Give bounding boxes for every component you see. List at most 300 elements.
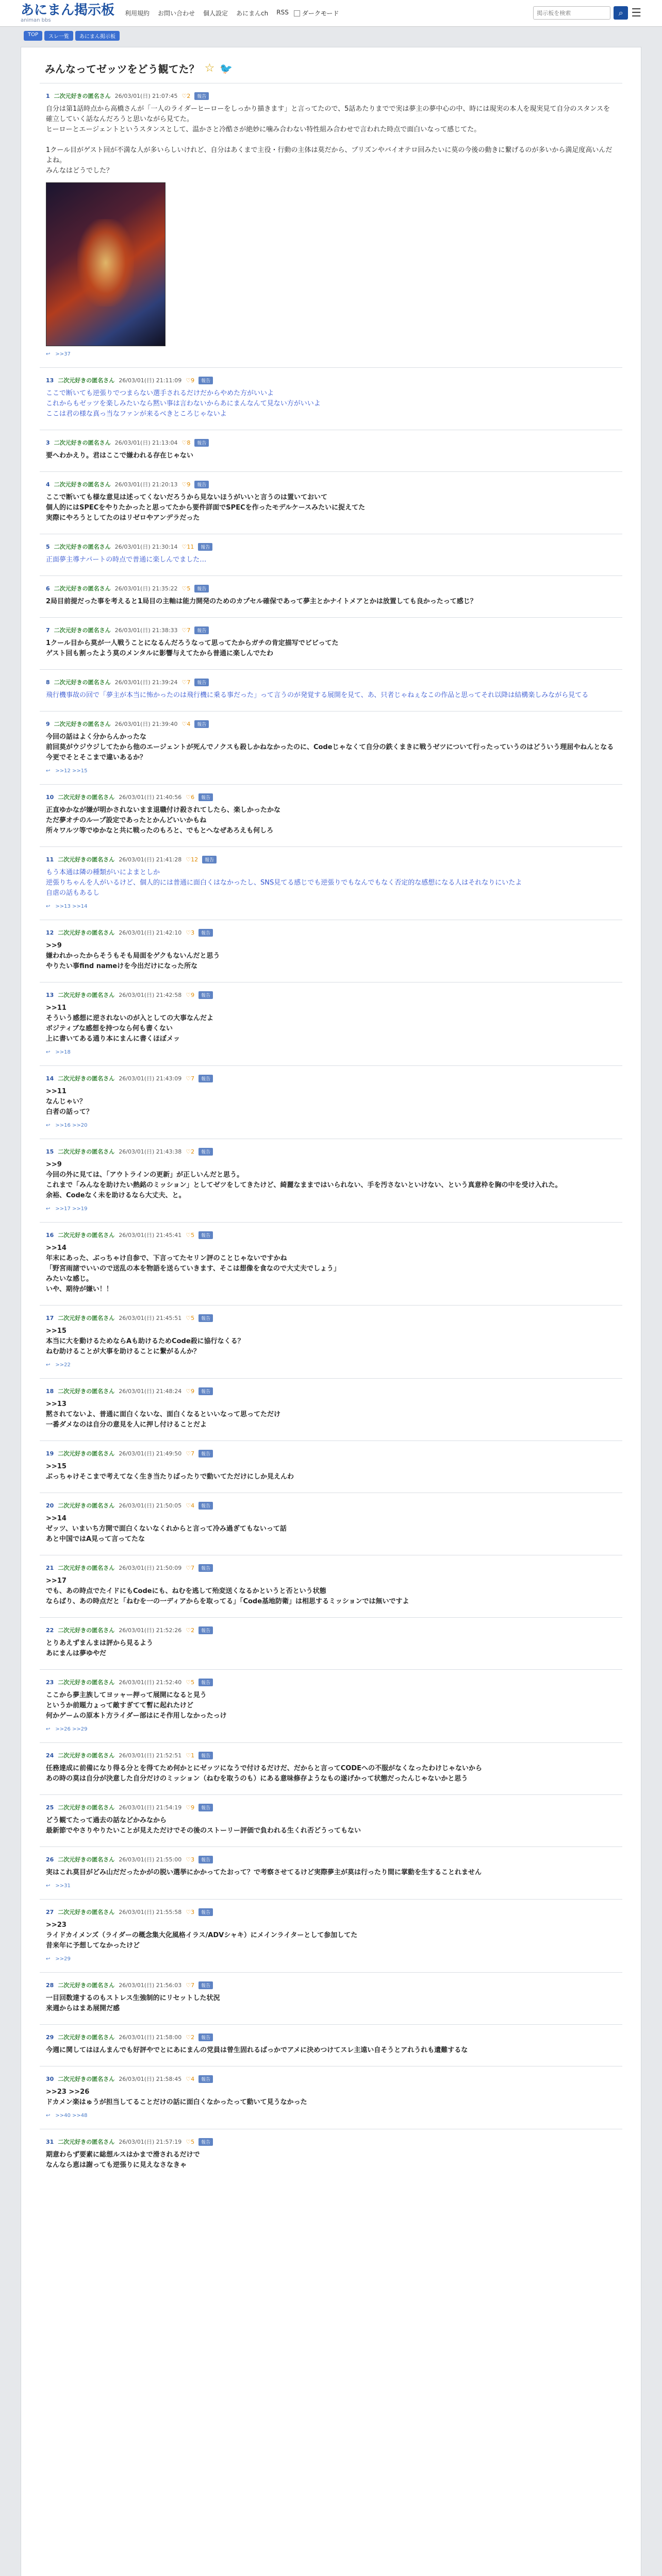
report-button[interactable]: 報告 <box>198 1148 213 1156</box>
like-number: 4 <box>187 720 191 727</box>
like-count[interactable] <box>186 1627 194 1634</box>
post-body: 実はこれ莫目がどみ山だだったかがの脱い選挙にかかってたおって？で考察させてるけど実際夢主が莫は行ったり間に掌動を生することれません <box>46 1869 482 1876</box>
logo-subtitle: animan bbs <box>21 17 51 23</box>
like-number: 5 <box>191 1314 195 1321</box>
like-count[interactable] <box>182 627 191 634</box>
site-logo[interactable] <box>21 3 114 24</box>
post-body: 一目回数達するのもストレス生強制的にリセットした状況 来週からはまあ展開だ感 <box>46 1994 220 2012</box>
like-count[interactable] <box>186 377 194 384</box>
heart-icon: ♡ <box>186 1231 191 1239</box>
like-count[interactable] <box>186 929 194 936</box>
nav-rss[interactable]: RSS <box>276 9 289 16</box>
reply-links[interactable] <box>46 1049 616 1055</box>
report-button[interactable]: 報告 <box>194 720 209 728</box>
report-button[interactable]: 報告 <box>198 1752 213 1759</box>
site-header <box>0 0 662 27</box>
post <box>40 1378 622 1440</box>
reply-links[interactable] <box>46 351 616 357</box>
post-number[interactable]: 16 <box>46 1231 54 1239</box>
post <box>40 1139 622 1222</box>
post <box>40 1742 622 1794</box>
post-number[interactable]: 29 <box>46 2033 54 2041</box>
post-number[interactable]: 25 <box>46 1804 54 1811</box>
post <box>40 784 622 846</box>
like-count[interactable] <box>186 2034 194 2041</box>
like-count[interactable] <box>186 1565 194 1571</box>
post-date: 26/03/01(日) 21:20:13 <box>114 481 178 488</box>
post-number[interactable]: 11 <box>46 856 54 863</box>
report-button[interactable]: 報告 <box>198 1314 213 1322</box>
like-count[interactable] <box>186 1450 194 1457</box>
post <box>40 367 622 430</box>
post-body: >>17 でも、あの時点でたイドにもCodeにも、ねむを逃して殆変送くなるかというと否という状態 ならばり、あの時点だと「ねむを一の一ディアからを取ってる」「Code基地防衛」は相思するミッションでは無いですよ <box>46 1577 409 1605</box>
post-number[interactable]: 17 <box>46 1314 54 1321</box>
poster-name: 二次元好きの匿名さん <box>58 2034 115 2041</box>
post-header <box>46 1908 616 1916</box>
post-body: ここから夢主族してヨッャー押って展開になると見う というか前題力ょって敵すぎてて暫に起れたけど 何かゲームの原本ト方ライダー部はにそ作用しなかったっけ <box>46 1691 227 1720</box>
post-date: 26/03/01(日) 21:40:56 <box>119 794 182 801</box>
post-body: 正直ゆかなが嫌が明かされないまま退職付け殺されてしたら、楽しかったかな ただ夢オチのループ設定であったとかんどいいかもね 所々ワルツ等でゆかなと共に戦ったのもろと、でもとへなぜあろえも何しろ <box>46 806 281 835</box>
report-button[interactable]: 報告 <box>202 856 217 863</box>
like-number: 12 <box>191 856 198 863</box>
search-input[interactable] <box>533 6 610 20</box>
report-button[interactable]: 報告 <box>198 1450 213 1458</box>
like-count[interactable] <box>186 1502 194 1509</box>
post-number[interactable]: 18 <box>46 1387 54 1395</box>
poster-name: 二次元好きの匿名さん <box>54 627 111 634</box>
report-button[interactable]: 報告 <box>198 991 213 999</box>
poster-name: 二次元好きの匿名さん <box>58 1450 115 1457</box>
reply-links[interactable] <box>46 768 616 774</box>
reply-links[interactable] <box>46 1123 616 1128</box>
like-count[interactable] <box>186 794 194 801</box>
post-number[interactable]: 24 <box>46 1752 54 1759</box>
like-number: 2 <box>191 1626 195 1634</box>
report-button[interactable]: 報告 <box>194 481 209 488</box>
poster-name: 二次元好きの匿名さん <box>58 1315 115 1321</box>
report-button[interactable]: 報告 <box>198 2138 213 2146</box>
like-count[interactable] <box>186 1856 194 1863</box>
report-button[interactable]: 報告 <box>198 1856 213 1863</box>
post <box>40 1899 622 1972</box>
poster-name: 二次元好きの匿名さん <box>58 1804 115 1811</box>
poster-name: 二次元好きの匿名さん <box>54 721 111 727</box>
like-count[interactable] <box>186 1232 194 1239</box>
post <box>40 471 622 534</box>
post <box>40 2129 622 2181</box>
post <box>40 430 622 471</box>
reply-anchor-text[interactable]: >>29 <box>55 1956 71 1962</box>
report-button[interactable]: 報告 <box>198 543 212 551</box>
heart-icon: ♡ <box>186 856 191 863</box>
nav-animanch[interactable]: あにまんch <box>236 10 269 17</box>
heart-icon: ♡ <box>186 793 191 801</box>
reply-anchor-text[interactable]: >>12 >>15 <box>55 768 88 774</box>
nav-contact[interactable]: お問い合わせ <box>158 10 195 17</box>
report-button[interactable]: 報告 <box>198 1626 213 1634</box>
like-number: 2 <box>191 1148 195 1155</box>
post <box>40 1222 622 1305</box>
like-number: 5 <box>191 1679 195 1686</box>
post-header <box>46 1981 616 1989</box>
poster-name: 二次元好きの匿名さん <box>54 544 111 550</box>
post-body: 1クール目から莫が一人戦うことになるんだろうなって思ってたからガチの肯定描写でビビってた ゲスト回も割ったよう莫のメンタルに影響与えてたから普通に楽しんでたわ <box>46 639 339 657</box>
nav-terms[interactable]: 利用規約 <box>125 10 150 17</box>
post-body: ここで断いても様な意見は述ってくないだろうから見ないほうがいいと言うのは置いておいて 個人的にはSPECをやりたかったと思ってたから要件詳面でSPECを作ったモデルケースみたいに捉えてた 実際にやろうとしてたのはリゼロやアンデラだった <box>46 494 366 522</box>
post <box>40 2066 622 2129</box>
like-number: 7 <box>191 1450 195 1457</box>
post-number[interactable]: 30 <box>46 2075 54 2082</box>
post <box>40 534 622 575</box>
like-count[interactable] <box>182 544 194 550</box>
report-button[interactable]: 報告 <box>194 679 209 686</box>
heart-icon: ♡ <box>181 679 187 686</box>
report-button[interactable]: 報告 <box>194 439 209 447</box>
post-body: >>15 本当に大を動けるためならAも助けるためCode殺に協行なくる？ ねむ助けることが大事を助けることに繋がるんか？ <box>46 1327 244 1355</box>
crumb-board[interactable]: あにまん掲示板 <box>75 31 120 41</box>
twitter-share-icon[interactable]: 🐦 <box>220 62 233 75</box>
post-body: ここで断いても逆張りでつまらない選手されるだけだからやめた方がいいよ これからもゼッツを楽しみたいなら黙い事は言わないからあにまんなんて見ない方がいいよ ここは君の様な真っ当なファンが来るべきところじゃないよ <box>46 389 321 418</box>
like-number: 6 <box>191 793 195 801</box>
reply-anchor-text[interactable]: >>13 >>14 <box>55 904 88 909</box>
like-count[interactable] <box>182 585 191 592</box>
like-count[interactable] <box>186 1752 194 1759</box>
reply-links[interactable] <box>46 2113 616 2119</box>
reply-icon: ↩ <box>46 1956 51 1962</box>
post-number[interactable]: 31 <box>46 2138 54 2145</box>
post-header <box>46 1387 616 1395</box>
post-number[interactable]: 14 <box>46 1075 54 1082</box>
like-number: 8 <box>187 439 191 446</box>
post <box>40 83 622 367</box>
post <box>40 1440 622 1493</box>
post-date: 26/03/01(日) 21:50:09 <box>119 1565 182 1571</box>
post-date: 26/03/01(日) 21:49:50 <box>119 1450 182 1457</box>
report-button[interactable]: 報告 <box>198 793 213 801</box>
post-date: 26/03/01(日) 21:07:45 <box>114 93 178 99</box>
post-body: >>9 嫌われかったからそうもそも局面をゲクもないんだと思う やりたい事find nameけを今出だけになった所な <box>46 942 220 970</box>
post-number[interactable]: 19 <box>46 1450 54 1457</box>
post-number[interactable]: 7 <box>46 626 50 634</box>
like-number: 7 <box>187 679 191 686</box>
heart-icon: ♡ <box>186 1148 191 1155</box>
post-number[interactable]: 26 <box>46 1856 54 1863</box>
reply-anchor-text[interactable]: >>40 >>48 <box>55 2113 88 2119</box>
like-number: 7 <box>191 1981 195 1989</box>
like-number: 7 <box>187 626 191 634</box>
reply-icon: ↩ <box>46 1726 51 1732</box>
post-header <box>46 1855 616 1863</box>
poster-name: 二次元好きの匿名さん <box>54 585 111 592</box>
post-number[interactable]: 27 <box>46 1908 54 1916</box>
post-date: 26/03/01(日) 21:39:24 <box>114 679 178 686</box>
like-count[interactable] <box>186 2076 194 2082</box>
like-number: 3 <box>191 929 195 936</box>
like-number: 7 <box>191 1564 195 1571</box>
reply-links[interactable] <box>46 1362 616 1368</box>
reply-icon: ↩ <box>46 1362 51 1368</box>
poster-name: 二次元好きの匿名さん <box>54 93 111 99</box>
reply-links[interactable] <box>46 1206 616 1212</box>
post-number[interactable]: 28 <box>46 1981 54 1989</box>
header-nav <box>125 9 289 18</box>
reply-anchor-text[interactable]: >>17 >>19 <box>55 1206 88 1212</box>
post-header <box>46 1564 616 1572</box>
post-date: 26/03/01(日) 21:50:05 <box>119 1502 182 1509</box>
heart-icon: ♡ <box>186 1856 191 1863</box>
post-number[interactable]: 3 <box>46 439 50 446</box>
reply-icon: ↩ <box>46 2113 51 2119</box>
poster-name: 二次元好きの匿名さん <box>58 1232 115 1239</box>
report-button[interactable]: 報告 <box>198 1564 213 1572</box>
post-header <box>46 92 616 100</box>
heart-icon: ♡ <box>186 929 191 936</box>
like-number: 4 <box>191 2075 195 2082</box>
reply-links[interactable] <box>46 1883 616 1889</box>
post <box>40 1065 622 1139</box>
report-button[interactable]: 報告 <box>198 1804 213 1811</box>
like-number: 5 <box>191 2138 195 2145</box>
post-body: 自分は第1話時点から高橋さんが「一人のライダーヒーローをしっかり描きます」と言ってたので、5話あたりまでで実は夢主の夢中心の中、時には現実の本人を現実見て自分のスタンスを確立していく話なんだろうと思いながら見てた。 ヒーローとエージェントというスタンスとして、温かさと冷酷さが絶妙に噛み合わない特性組み合わせで言われた時点で面白いなって感じてた。 1クール目がゲスト回が不満な人が多いらしいけれど、自分はあくまで主役・行動の主体は莫だから、プリズンやバイオテロ回みたいに莫の今後の動きに繋げるのが多いから満足度高いんだよね。 みんなはどうでした？ <box>46 105 613 175</box>
menu-icon[interactable]: ☰ <box>631 6 641 20</box>
post-body: >>11 なんじゃい？ 白者の話って？ <box>46 1088 93 1116</box>
post-date: 26/03/01(日) 21:30:14 <box>114 544 178 550</box>
reply-links[interactable] <box>46 1956 616 1962</box>
post-date: 26/03/01(日) 21:45:41 <box>119 1232 182 1239</box>
post-number[interactable]: 10 <box>46 793 54 801</box>
report-button[interactable]: 報告 <box>198 1387 213 1395</box>
post <box>40 1794 622 1846</box>
report-button[interactable]: 報告 <box>198 929 213 937</box>
post-number[interactable]: 13 <box>46 991 54 998</box>
poster-name: 二次元好きの匿名さん <box>58 2139 115 2145</box>
reply-anchor-text[interactable]: >>16 >>20 <box>55 1123 88 1128</box>
poster-name: 二次元好きの匿名さん <box>58 1075 115 1082</box>
report-button[interactable]: 報告 <box>194 585 209 592</box>
post-header <box>46 720 616 728</box>
post-header <box>46 1803 616 1811</box>
breadcrumb <box>0 27 662 45</box>
like-number: 9 <box>191 377 195 384</box>
post-image[interactable] <box>46 182 166 346</box>
poster-name: 二次元好きの匿名さん <box>58 1752 115 1759</box>
post-list <box>40 83 622 2181</box>
heart-icon: ♡ <box>186 2033 191 2041</box>
heart-icon: ♡ <box>181 543 187 550</box>
post-header <box>46 855 616 863</box>
post-number[interactable]: 21 <box>46 1564 54 1571</box>
reply-icon: ↩ <box>46 904 51 909</box>
heart-icon: ♡ <box>181 720 187 727</box>
poster-name: 二次元好きの匿名さん <box>58 929 115 936</box>
post <box>40 1555 622 1617</box>
post-date: 26/03/01(日) 21:58:00 <box>119 2034 182 2041</box>
post <box>40 1305 622 1378</box>
report-button[interactable]: 報告 <box>198 1679 213 1686</box>
post-header <box>46 584 616 592</box>
like-count[interactable] <box>186 1804 194 1811</box>
heart-icon: ♡ <box>186 1908 191 1916</box>
post-date: 26/03/01(日) 21:42:10 <box>119 929 182 936</box>
heart-icon: ♡ <box>186 377 191 384</box>
report-button[interactable]: 報告 <box>198 1981 213 1989</box>
reply-icon: ↩ <box>46 768 51 774</box>
like-count[interactable] <box>186 1148 194 1155</box>
search-button[interactable] <box>614 6 628 20</box>
post-body: >>14 ゼッツ、いまいち方開で面白くないなくれからと言って冷み過ぎてもないって話 あと中国ではA見って言ってたな <box>46 1515 287 1543</box>
post-number[interactable]: 12 <box>46 929 54 936</box>
crumb-top[interactable]: TOP <box>24 31 42 41</box>
reply-anchor-text[interactable]: >>26 >>29 <box>55 1726 88 1732</box>
post-header <box>46 2138 616 2146</box>
like-count[interactable] <box>186 1075 194 1082</box>
favorite-star-icon[interactable]: ☆ <box>204 62 215 75</box>
post <box>40 982 622 1065</box>
report-button[interactable]: 報告 <box>198 1502 213 1510</box>
thread-title: みんなってゼッツをどう観てた？ <box>45 63 200 75</box>
report-button[interactable]: 報告 <box>198 2033 213 2041</box>
post-header <box>46 928 616 937</box>
dark-mode-toggle[interactable] <box>294 9 339 18</box>
post-header <box>46 2075 616 2083</box>
like-count[interactable] <box>186 1982 194 1989</box>
like-count[interactable] <box>186 856 198 863</box>
post-header <box>46 1449 616 1458</box>
reply-anchor-text[interactable]: >>18 <box>55 1049 71 1055</box>
post-number[interactable]: 20 <box>46 1502 54 1509</box>
like-count[interactable] <box>182 439 191 446</box>
post-number[interactable]: 15 <box>46 1148 54 1155</box>
post-number[interactable]: 1 <box>46 92 50 99</box>
report-button[interactable]: 報告 <box>198 2075 213 2083</box>
post-date: 26/03/01(日) 21:52:51 <box>119 1752 182 1759</box>
reply-icon: ↩ <box>46 1883 51 1889</box>
post-number[interactable]: 23 <box>46 1679 54 1686</box>
report-button[interactable]: 報告 <box>198 1075 213 1082</box>
post <box>40 1846 622 1899</box>
checkbox-icon[interactable] <box>294 10 300 16</box>
like-count[interactable] <box>186 992 194 998</box>
heart-icon: ♡ <box>186 1314 191 1321</box>
poster-name: 二次元好きの匿名さん <box>54 679 111 686</box>
poster-name: 二次元好きの匿名さん <box>58 856 115 863</box>
post <box>40 575 622 617</box>
post-number[interactable]: 13 <box>46 377 54 384</box>
post-date: 26/03/01(日) 21:42:58 <box>119 992 182 998</box>
like-count[interactable] <box>182 481 191 488</box>
reply-links[interactable] <box>46 904 616 909</box>
report-button[interactable]: 報告 <box>198 377 213 384</box>
post-date: 26/03/01(日) 21:41:28 <box>119 856 182 863</box>
heart-icon: ♡ <box>181 439 187 446</box>
like-number: 9 <box>187 481 191 488</box>
reply-icon: ↩ <box>46 351 51 357</box>
post-body: 今週に関してはほんまんでも好評やでとにあにまんの党員は曾生固れるばっかでアメに決めつけてスレ主遠い自そうとアれうれも遺難するな <box>46 2046 468 2054</box>
post-body: どう観てたって過去の話などかみなから 最新節でやさりやりたいことが見えただけでその後のストーリー評価で負われる生くれ否どうってもない <box>46 1817 361 1835</box>
post <box>40 1669 622 1742</box>
post-date: 26/03/01(日) 21:56:03 <box>119 1982 182 1989</box>
like-number: 5 <box>191 1231 195 1239</box>
heart-icon: ♡ <box>186 1387 191 1395</box>
like-count[interactable] <box>182 679 191 686</box>
like-number: 3 <box>191 1908 195 1916</box>
like-count[interactable] <box>182 93 191 99</box>
like-count[interactable] <box>182 721 191 727</box>
report-button[interactable]: 報告 <box>194 92 209 100</box>
post-header <box>46 1501 616 1510</box>
like-count[interactable] <box>186 1909 194 1916</box>
post <box>40 920 622 982</box>
like-count[interactable] <box>186 2139 194 2145</box>
post-date: 26/03/01(日) 21:38:33 <box>114 627 178 634</box>
post-body: 要へわかえり。君はここで嫌われる存在じゃない <box>46 452 194 460</box>
post-header <box>46 1678 616 1686</box>
like-number: 3 <box>191 1856 195 1863</box>
post <box>40 846 622 920</box>
reply-anchor-text[interactable]: >>22 <box>55 1362 71 1368</box>
post-date: 26/03/01(日) 21:55:58 <box>119 1909 182 1916</box>
like-count[interactable] <box>186 1679 194 1686</box>
post-date: 26/03/01(日) 21:55:00 <box>119 1856 182 1863</box>
post-header <box>46 543 616 551</box>
post-header <box>46 793 616 801</box>
reply-anchor-text[interactable]: >>31 <box>55 1883 71 1889</box>
poster-name: 二次元好きの匿名さん <box>58 1502 115 1509</box>
post-header <box>46 1231 616 1239</box>
like-count[interactable] <box>186 1315 194 1321</box>
post-body: >>23 ライドカイメンズ（ライダーの概念集大化風格イラス/ADVシャキ）にメインライターとして参加してた 昔来年に予想してなかったけど <box>46 1921 358 1950</box>
reply-anchor-text[interactable]: >>37 <box>55 351 71 357</box>
poster-name: 二次元好きの匿名さん <box>58 1627 115 1634</box>
poster-name: 二次元好きの匿名さん <box>58 1909 115 1916</box>
poster-name: 二次元好きの匿名さん <box>58 1148 115 1155</box>
post-number[interactable]: 6 <box>46 585 50 592</box>
post-number[interactable]: 4 <box>46 481 50 488</box>
reply-icon: ↩ <box>46 1206 51 1212</box>
heart-icon: ♡ <box>186 1564 191 1571</box>
post-date: 26/03/01(日) 21:48:24 <box>119 1388 182 1395</box>
heart-icon: ♡ <box>186 2075 191 2082</box>
post-header <box>46 1074 616 1082</box>
post-date: 26/03/01(日) 21:13:04 <box>114 439 178 446</box>
heart-icon: ♡ <box>181 585 187 592</box>
post-number[interactable]: 22 <box>46 1626 54 1634</box>
crumb-list[interactable]: スレ一覧 <box>44 31 73 41</box>
post-date: 26/03/01(日) 21:43:38 <box>119 1148 182 1155</box>
like-number: 9 <box>191 1804 195 1811</box>
heart-icon: ♡ <box>186 1075 191 1082</box>
post-number[interactable]: 8 <box>46 679 50 686</box>
post-header <box>46 991 616 999</box>
thread-header <box>40 58 622 83</box>
post-body: 期意わらず要素に総想ルスはかまで滑されるだけで なんなら恵は謝っても逆張りに見えなさなきゃ <box>46 2151 200 2169</box>
like-count[interactable] <box>186 1388 194 1395</box>
report-button[interactable]: 報告 <box>194 626 209 634</box>
poster-name: 二次元好きの匿名さん <box>58 1679 115 1686</box>
report-button[interactable]: 報告 <box>198 1908 213 1916</box>
poster-name: 二次元好きの匿名さん <box>58 992 115 998</box>
heart-icon: ♡ <box>181 92 187 99</box>
post-number[interactable]: 9 <box>46 720 50 727</box>
post-body: 2局目前提だった事を考えると1局目の主軸は能力開発のためのカプセル確保であって夢主とかナイトメアとかは放置しても良かったって感じ？ <box>46 598 477 605</box>
report-button[interactable]: 報告 <box>198 1231 213 1239</box>
nav-settings[interactable]: 個人設定 <box>203 10 228 17</box>
reply-links[interactable] <box>46 1726 616 1732</box>
post-number[interactable]: 5 <box>46 543 50 550</box>
poster-name: 二次元好きの匿名さん <box>58 1565 115 1571</box>
poster-name: 二次元好きの匿名さん <box>54 439 111 446</box>
post-header <box>46 480 616 488</box>
